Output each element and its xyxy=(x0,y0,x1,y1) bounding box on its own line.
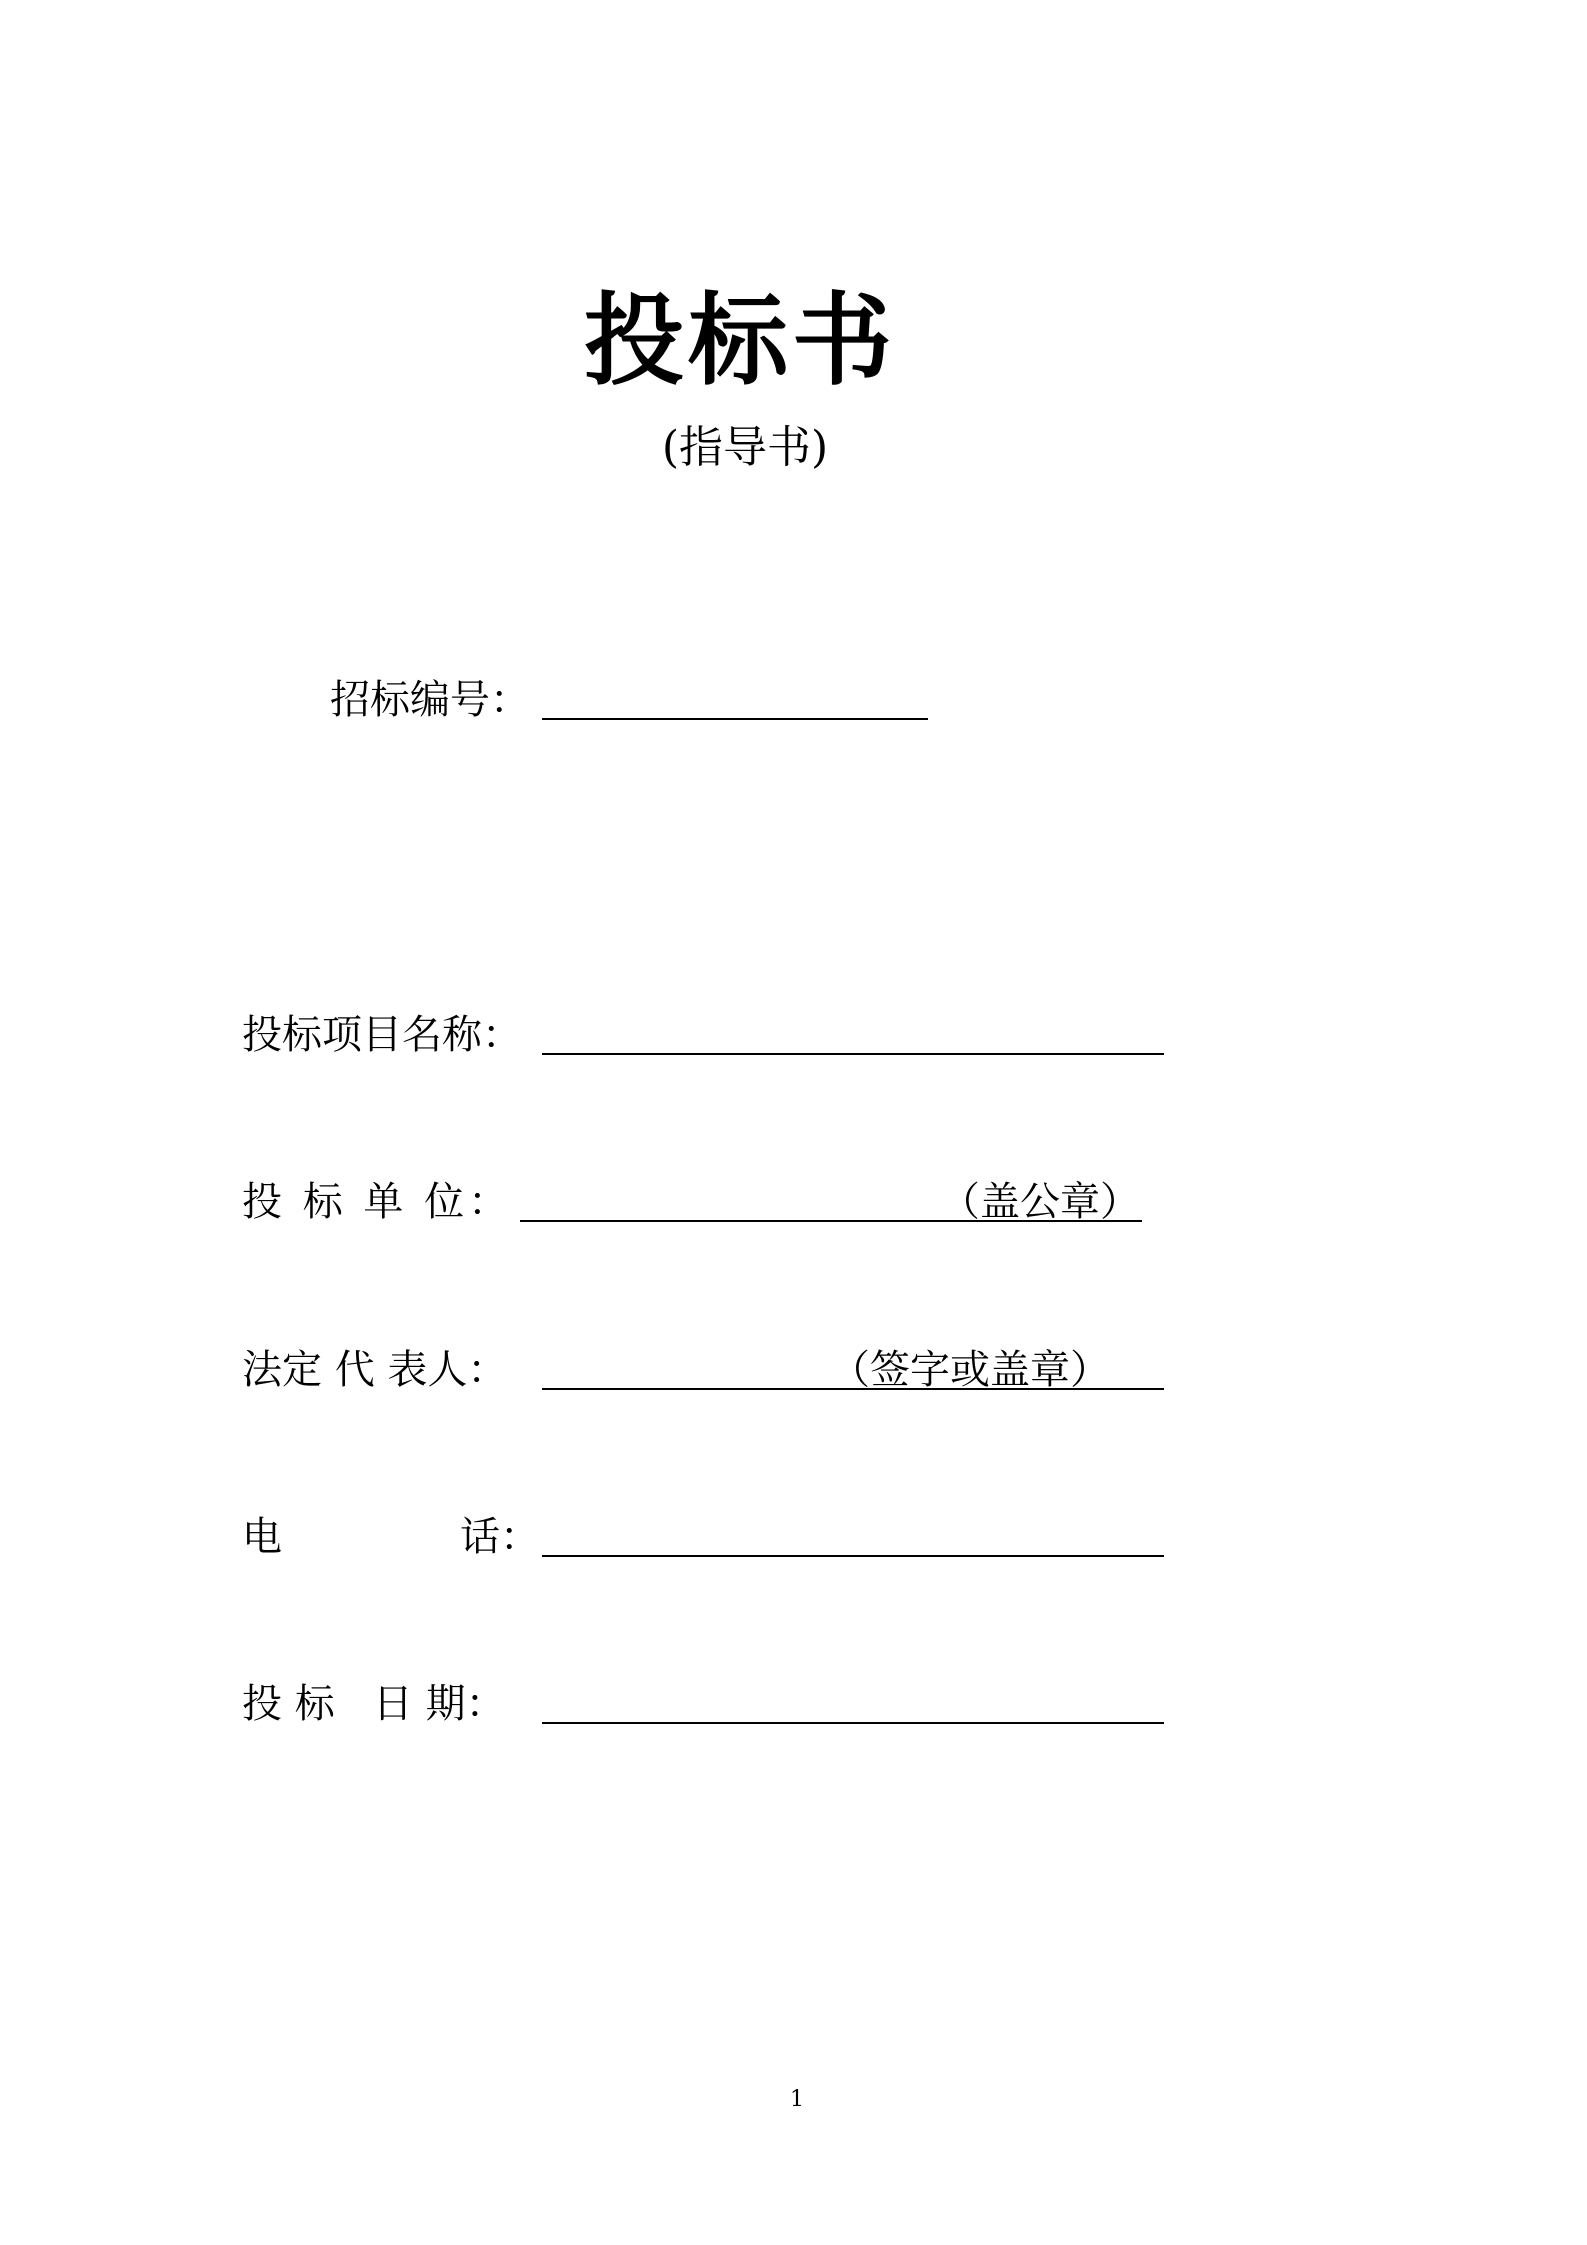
phone-field[interactable] xyxy=(542,1555,1164,1557)
project-name-row xyxy=(0,1005,1587,1065)
bid-date-field[interactable] xyxy=(542,1722,1164,1724)
legal-rep-signature-note: （签字或盖章） xyxy=(830,1347,1110,1393)
legal-rep-label: 法定 代 表人： xyxy=(242,1347,508,1393)
phone-label-start: 电 xyxy=(242,1514,282,1560)
bid-date-row xyxy=(0,1674,1587,1734)
tender-number-row xyxy=(0,670,1587,730)
bid-date-label: 投 标 日 期： xyxy=(242,1681,506,1727)
tender-number-label: 招标编号： xyxy=(330,677,530,723)
bidder-label: 投 标 单 位： xyxy=(242,1179,513,1225)
page-number: 1 xyxy=(790,2087,804,2112)
document-subtitle: (指导书) xyxy=(661,422,829,473)
tender-number-field[interactable] xyxy=(542,718,928,720)
project-name-field[interactable] xyxy=(542,1053,1164,1055)
bidder-row xyxy=(0,1172,1587,1232)
legal-rep-row xyxy=(0,1340,1587,1400)
project-name-label: 投标项目名称： xyxy=(242,1012,522,1058)
phone-label-end: 话： xyxy=(460,1514,540,1560)
bidder-seal-note: （盖公章） xyxy=(940,1179,1140,1225)
phone-row xyxy=(0,1507,1587,1567)
document-title: 投标书 xyxy=(584,281,896,399)
